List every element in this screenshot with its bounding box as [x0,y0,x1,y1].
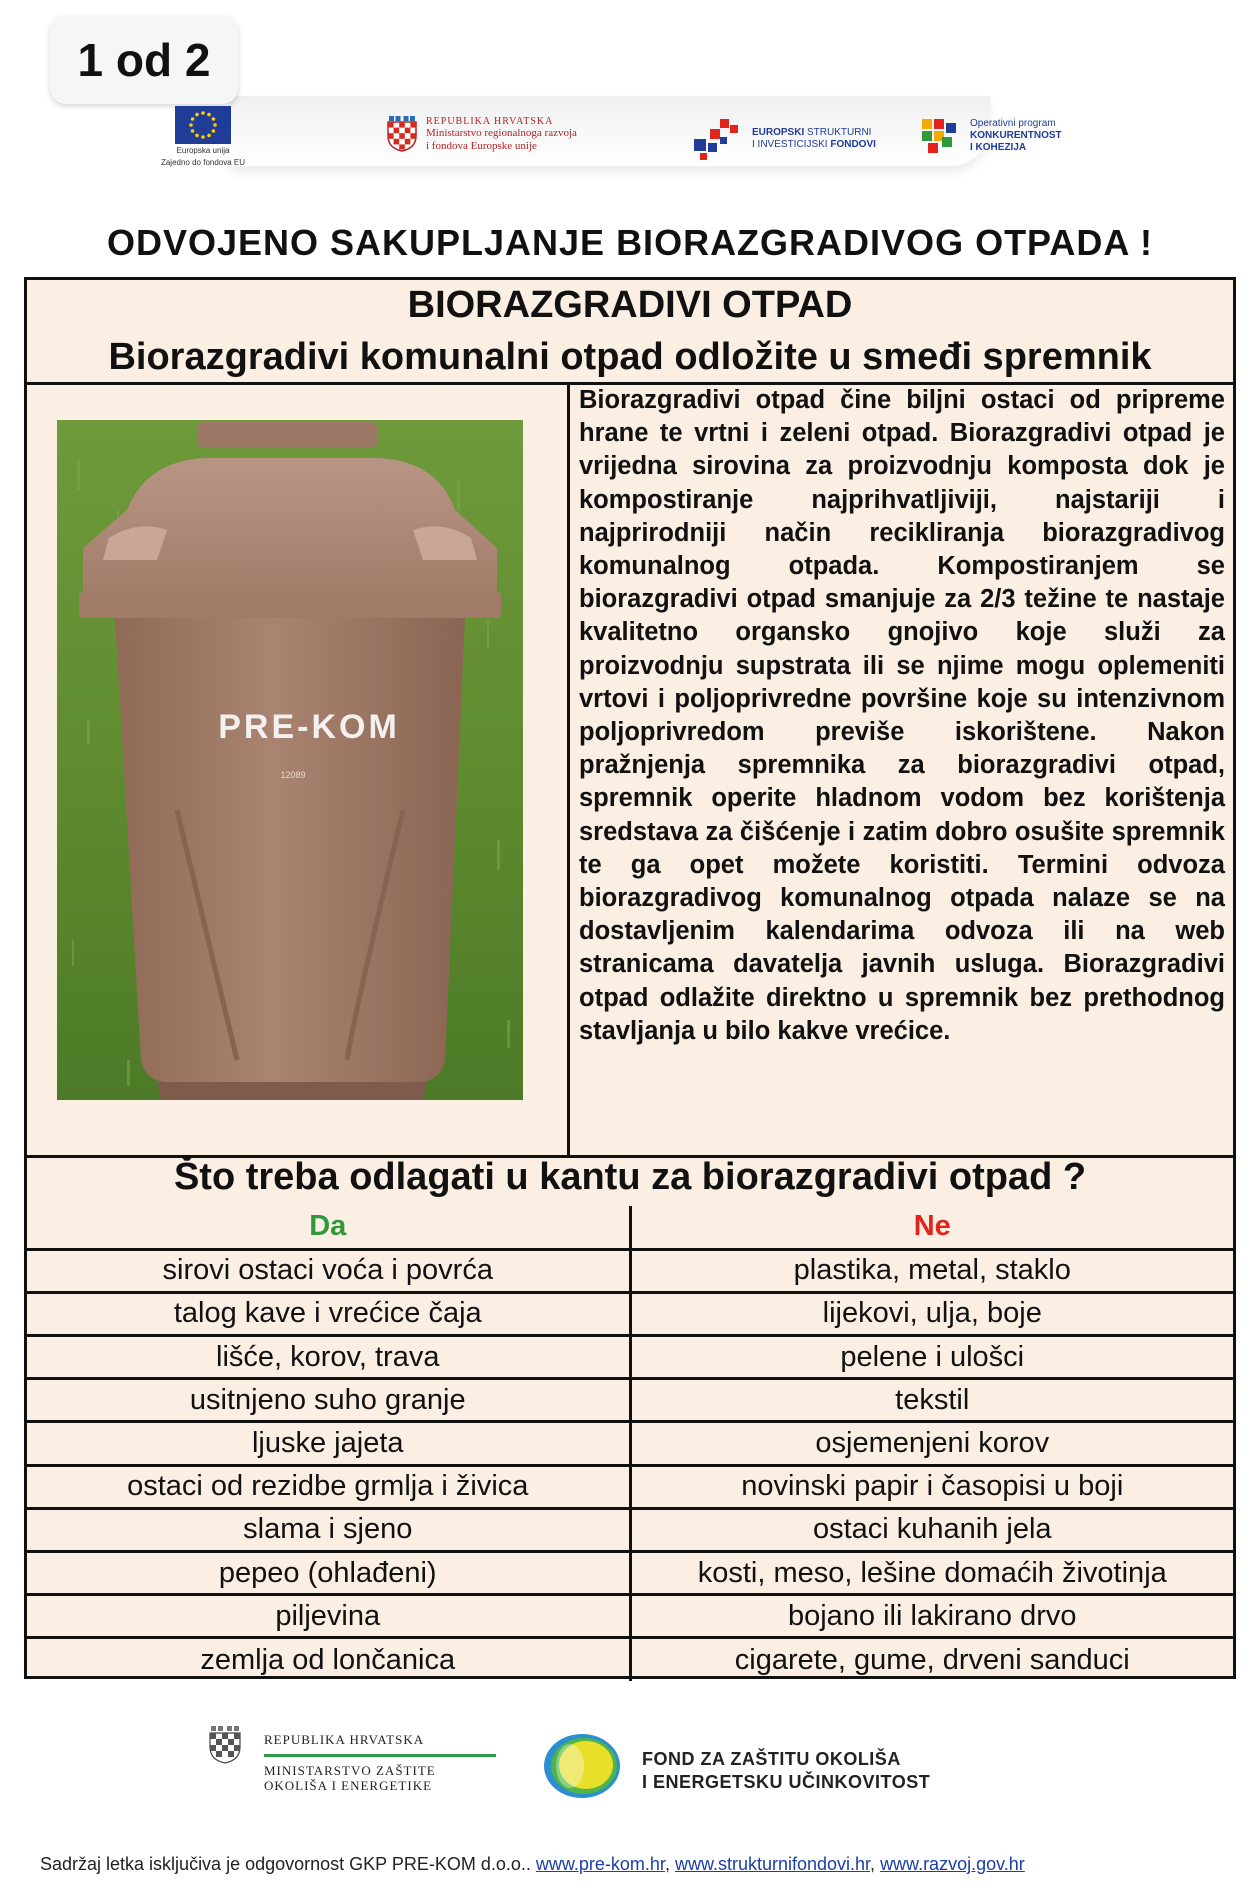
no-item: osjemenjeni korov [630,1422,1233,1465]
table-row [27,1508,1233,1551]
yes-item: usitnjeno suho granje [27,1379,630,1422]
section-title: BIORAZGRADIVI OTPAD [407,284,853,326]
table-row [27,1552,1233,1595]
ministry-environment-logo [208,1722,508,1806]
no-item: tekstil [630,1379,1233,1422]
environmental-fund-logo [540,1730,1010,1810]
op-squares-icon [922,119,962,153]
esif-line-1b: STRUKTURNI [804,127,872,138]
eu-flag-icon [175,106,231,144]
rh-line-2: Ministarstvo regionalnoga razvoja [426,127,577,140]
table-row [27,1379,1233,1422]
table-row [27,1249,1233,1292]
esif-squares-icon [690,117,746,161]
min-line-3: OKOLIŠA I ENERGETIKE [264,1777,433,1793]
footer-separator: , [870,1854,881,1874]
no-item: ostaci kuhanih jela [630,1508,1233,1551]
no-item: pelene i ulošci [630,1336,1233,1379]
yes-item: ostaci od rezidbe grmlja i živica [27,1465,630,1508]
brown-bin-photo [57,420,523,1100]
yes-item: zemlja od lončanica [27,1638,630,1681]
eu-caption-2: Zajedno do fondova EU [160,157,246,167]
croatian-coat-of-arms-icon [386,116,418,152]
question-heading: Što treba odlagati u kantu za biorazgradivi otpad ? [173,1156,1087,1198]
fond-line-2: I ENERGETSKU UČINKOVITOST [642,1772,931,1793]
esif-line-2b: FONDOVI [827,139,876,150]
yes-item: sirovi ostaci voća i povrća [27,1249,630,1292]
esif-line-2a: I INVESTICIJSKI [752,139,828,150]
eu-caption-1: Europska unija [176,146,230,155]
yes-item: slama i sjeno [27,1508,630,1551]
croatian-coat-of-arms-icon [208,1726,242,1764]
yes-column-header: Da [27,1206,630,1249]
bin-label: PRE-KOM [218,708,400,746]
min-line-2: MINISTARSTVO ZAŠTITE [264,1763,436,1778]
yes-item: piljevina [27,1595,630,1638]
table-header-row [27,1206,1233,1249]
table-row [27,1336,1233,1379]
yes-item: pepeo (ohlađeni) [27,1552,630,1595]
no-item: bojano ili lakirano drvo [630,1595,1233,1638]
operational-programme-logo [922,116,1102,156]
link-pre-kom[interactable]: www.pre-kom.hr [535,1854,665,1874]
esif-logo [690,116,900,162]
no-item: kosti, meso, lešine domaćih životinja [630,1552,1233,1595]
no-item: plastika, metal, staklo [630,1249,1233,1292]
yes-item: talog kave i vrećice čaja [27,1292,630,1335]
no-item: lijekovi, ulja, boje [630,1292,1233,1335]
page-indicator: 1 od 2 [50,16,238,104]
table-row [27,1422,1233,1465]
link-razvoj[interactable]: www.razvoj.gov.hr [880,1854,1025,1874]
footer-text: Sadržaj letka isključiva je odgovornost GKP PRE-KOM d.o.o.. [40,1854,536,1874]
table-row [27,1595,1233,1638]
table-row [27,1465,1233,1508]
eu-logo [148,106,258,166]
info-frame [24,277,1236,1679]
waste-items-table [27,1206,1233,1681]
rh-line-1: REPUBLIKA HRVATSKA [426,115,554,127]
min-line-1: REPUBLIKA HRVATSKA [264,1732,425,1747]
section-subtitle: Biorazgradivi komunalni otpad odložite u smeđi spremnik [108,336,1152,378]
main-heading: ODVOJENO SAKUPLJANJE BIORAZGRADIVOG OTPADA ! [106,222,1154,263]
table-row [27,1638,1233,1681]
fund-circle-icon [540,1730,624,1802]
table-row [27,1292,1233,1335]
fond-line-1: FOND ZA ZAŠTITU OKOLIŠA [642,1749,901,1769]
description-text: Biorazgradivi otpad čine biljni ostaci od pripreme hrane te vrtni i zeleni otpad. Biorazgradivi otpad je vrijedna sirovina za proizvodnju komposta dok je kompostiranje najprihvatljiviji, najstariji i najprirodniji način recikliranja biorazgradivog komunalnog otpada. Kompostiranjem se biorazgradivi otpad smanjuje za 2/3 težine te nastaje kvalitetno organsko gnojivo koje služi za proizvodnju supstrata ili se njime mogu oplemeniti vrtovi i poljoprivredne površine koje su intenzivnom poljoprivredom previše iskorištene. Nakon pražnjenja spremnika za biorazgradivi otpad, spremnik operite hladnom vodom bez korištenja sredstava za čišćenje i zatim dobro osušite spremnik te ga opet možete koristiti. Termini odvoza biorazgradivog komunalnog otpada nalaze se na dostavljenim kalendarima odvoza ili na web stranicama davatelja javnih usluga. Biorazgradivi otpad odlažite direktno u spremnik bez prethodnog stavljanja u bilo kakve vrećice. [579,386,1225,1045]
green-rule [264,1754,496,1757]
footer-separator: , [664,1854,675,1874]
no-item: novinski papir i časopisi u boji [630,1465,1233,1508]
esif-line-1a: EUROPSKI [752,127,805,138]
footer-disclaimer [40,1854,1240,1875]
op-line-2: KONKURENTNOST [970,130,1062,141]
column-divider [567,382,570,1158]
bin-number: 12089 [280,770,306,780]
yes-item: ljuske jajeta [27,1422,630,1465]
no-column-header: Ne [630,1206,1233,1249]
no-item: cigarete, gume, drveni sanduci [630,1638,1233,1681]
op-line-3: I KOHEZIJA [970,142,1027,153]
yes-item: lišće, korov, trava [27,1336,630,1379]
rh-line-3: i fondova Europske unije [426,139,537,152]
op-line-1: Operativni program [970,118,1056,129]
link-strukturnifondovi[interactable]: www.strukturnifondovi.hr [674,1854,871,1874]
ministry-regional-logo [386,114,666,154]
